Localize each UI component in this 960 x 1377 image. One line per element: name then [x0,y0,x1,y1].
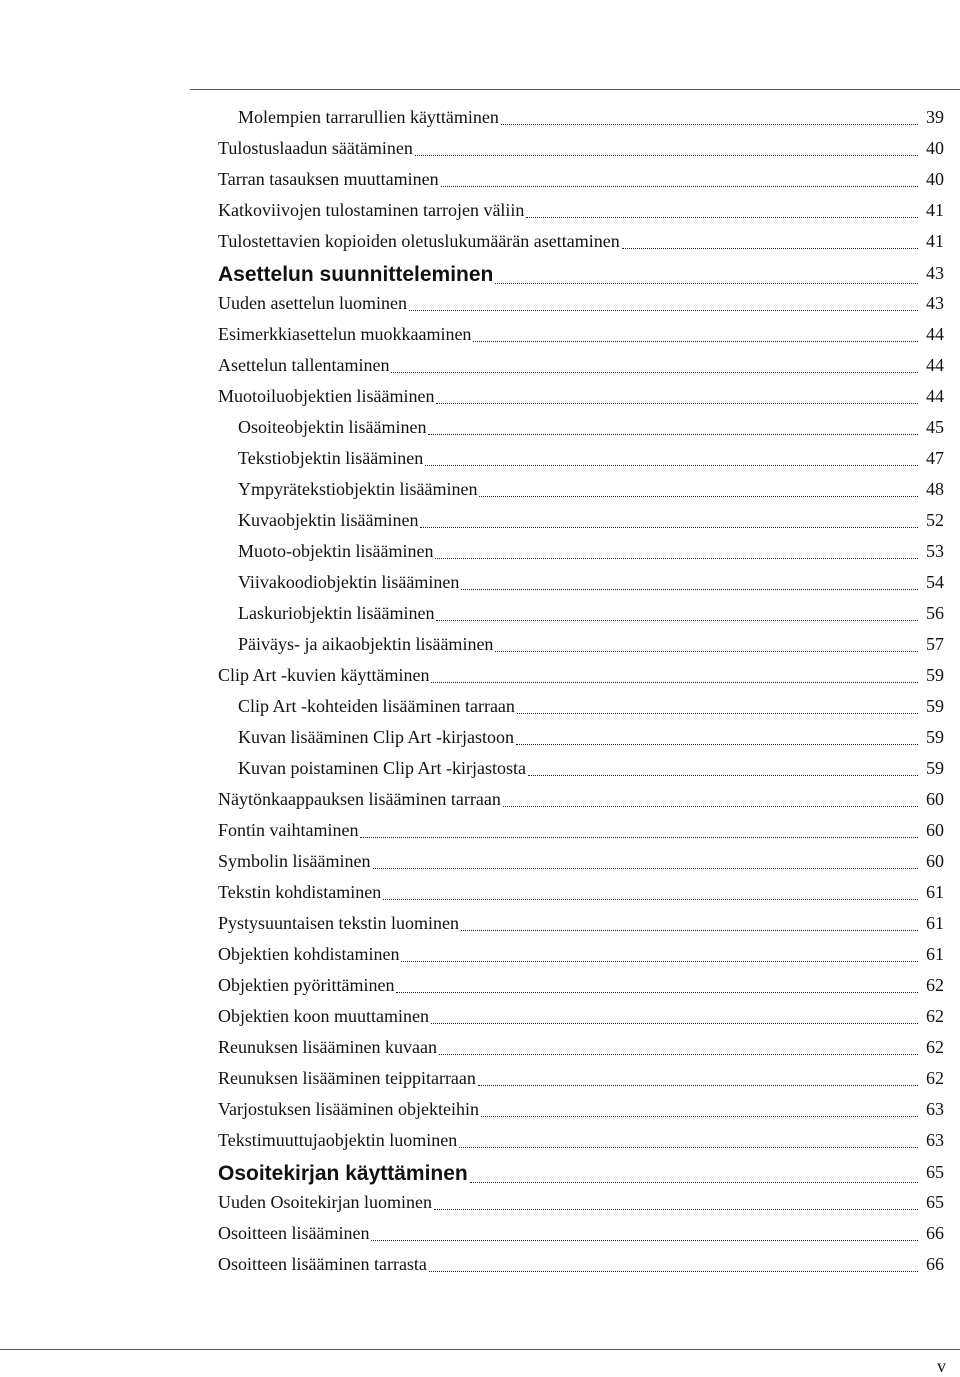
toc-entry-page: 47 [926,448,944,468]
toc-dot-leader [391,372,918,373]
toc-dot-leader [436,403,918,404]
toc-entry-title: Päiväys- ja aikaobjektin lisääminen [238,634,494,654]
toc-entry-title: Esimerkkiasettelun muokkaaminen [218,324,472,344]
toc-entry-page: 61 [926,913,944,933]
toc-entry-title: Uuden asettelun luominen [218,293,407,313]
toc-entry-page: 65 [926,1192,944,1212]
toc-entry[interactable] [0,696,960,726]
toc-entry[interactable] [0,169,960,199]
toc-dot-leader [434,1209,918,1210]
page-number: v [937,1356,946,1376]
toc-dot-leader [431,682,918,683]
toc-dot-leader [425,465,918,466]
toc-dot-leader [459,1147,918,1148]
toc-entry[interactable] [0,138,960,168]
toc-entry[interactable] [0,417,960,447]
toc-dot-leader [516,744,918,745]
toc-entry-title: Reunuksen lisääminen kuvaan [218,1037,437,1057]
toc-dot-leader [435,558,918,559]
toc-dot-leader [436,620,918,621]
toc-entry-page: 63 [926,1099,944,1119]
toc-entry-title: Laskuriobjektin lisääminen [238,603,435,623]
toc-entry-title: Ympyrätekstiobjektin lisääminen [238,479,478,499]
toc-dot-leader [373,868,918,869]
toc-entry-page: 60 [926,820,944,840]
toc-entry[interactable] [0,975,960,1005]
toc-entry[interactable] [0,851,960,881]
toc-entry-title: Tarran tasauksen muuttaminen [218,169,439,189]
toc-entry-page: 44 [926,355,944,375]
toc-dot-leader [428,434,918,435]
toc-entry-page: 59 [926,758,944,778]
toc-entry[interactable] [0,634,960,664]
toc-entry-title: Näytönkaappauksen lisääminen tarraan [218,789,501,809]
toc-dot-leader [396,992,918,993]
toc-entry[interactable] [0,1254,960,1284]
toc-entry-title: Asettelun suunnitteleminen [218,263,494,286]
toc-entry-title: Varjostuksen lisääminen objekteihin [218,1099,479,1119]
toc-dot-leader [431,1023,918,1024]
toc-entry[interactable] [0,603,960,633]
toc-dot-leader [420,527,918,528]
toc-entry-title: Objektien koon muuttaminen [218,1006,429,1026]
toc-dot-leader [481,1116,918,1117]
toc-entry-page: 41 [926,200,944,220]
toc-entry[interactable] [0,1006,960,1036]
toc-entry-title: Tulostuslaadun säätäminen [218,138,413,158]
toc-entry-title: Tekstiobjektin lisääminen [238,448,424,468]
toc-entry[interactable] [0,1037,960,1067]
toc-entry-title: Katkoviivojen tulostaminen tarrojen väliin [218,200,525,220]
toc-entry[interactable] [0,944,960,974]
toc-entry-page: 43 [926,293,944,313]
toc-dot-leader [495,283,918,284]
toc-entry-title: Kuvan poistaminen Clip Art -kirjastosta [238,758,526,778]
toc-entry-title: Objektien kohdistaminen [218,944,400,964]
toc-entry-page: 57 [926,634,944,654]
toc-entry-title: Kuvan lisääminen Clip Art -kirjastoon [238,727,514,747]
toc-entry-title: Tekstin kohdistaminen [218,882,382,902]
toc-entry[interactable] [0,541,960,571]
toc-entry-title: Osoitteen lisääminen tarrasta [218,1254,427,1274]
toc-entry-title: Muotoiluobjektien lisääminen [218,386,435,406]
toc-entry[interactable] [0,882,960,912]
toc-entry-page: 59 [926,665,944,685]
toc-entry-title: Pystysuuntaisen tekstin luominen [218,913,459,933]
toc-entry[interactable] [0,1130,960,1160]
toc-dot-leader [441,186,918,187]
toc-entry-title: Osoiteobjektin lisääminen [238,417,427,437]
toc-entry[interactable] [0,758,960,788]
toc-entry-title: Kuvaobjektin lisääminen [238,510,419,530]
toc-dot-leader [528,775,918,776]
toc-entry-page: 62 [926,1037,944,1057]
toc-entry-title: Reunuksen lisääminen teippitarraan [218,1068,476,1088]
toc-dot-leader [371,1240,918,1241]
toc-entry[interactable] [0,1068,960,1098]
toc-entry-page: 59 [926,696,944,716]
toc-entry[interactable] [0,789,960,819]
toc-entry-page: 52 [926,510,944,530]
toc-entry-page: 40 [926,169,944,189]
toc-entry-page: 44 [926,324,944,344]
header-rule [190,89,960,90]
toc-entry-title: Molempien tarrarullien käyttäminen [238,107,499,127]
toc-entry-page: 43 [926,263,944,283]
toc-entry[interactable] [0,386,960,416]
toc-entry[interactable] [0,231,960,261]
toc-entry[interactable] [0,1192,960,1222]
toc-entry-page: 60 [926,851,944,871]
toc-entry[interactable] [0,572,960,602]
toc-entry-page: 62 [926,1006,944,1026]
toc-entry-page: 61 [926,944,944,964]
toc-dot-leader [478,1085,918,1086]
toc-entry-page: 59 [926,727,944,747]
toc-dot-leader [473,341,918,342]
toc-entry-title: Osoitekirjan käyttäminen [218,1162,468,1185]
toc-entry-page: 56 [926,603,944,623]
toc-entry-page: 62 [926,1068,944,1088]
toc-section-heading[interactable] [0,1162,960,1192]
toc-entry[interactable] [0,665,960,695]
toc-entry[interactable] [0,820,960,850]
toc-entry-page: 54 [926,572,944,592]
toc-entry-title: Osoitteen lisääminen [218,1223,370,1243]
toc-entry-title: Clip Art -kohteiden lisääminen tarraan [238,696,515,716]
toc-dot-leader [429,1271,918,1272]
toc-entry[interactable] [0,913,960,943]
toc-entry-page: 61 [926,882,944,902]
toc-entry-page: 66 [926,1223,944,1243]
toc-dot-leader [383,899,918,900]
toc-dot-leader [401,961,918,962]
toc-entry-page: 60 [926,789,944,809]
toc-entry-page: 40 [926,138,944,158]
toc-dot-leader [622,248,918,249]
toc-entry-page: 41 [926,231,944,251]
toc-dot-leader [526,217,918,218]
toc-dot-leader [501,124,918,125]
toc-entry-title: Clip Art -kuvien käyttäminen [218,665,430,685]
toc-entry[interactable] [0,1099,960,1129]
toc-entry[interactable] [0,200,960,230]
toc-entry[interactable] [0,727,960,757]
toc-dot-leader [479,496,918,497]
toc-entry-title: Uuden Osoitekirjan luominen [218,1192,432,1212]
toc-entry[interactable] [0,1223,960,1253]
toc-entry-page: 65 [926,1162,944,1182]
toc-entry[interactable] [0,107,960,137]
toc-dot-leader [439,1054,918,1055]
toc-dot-leader [470,1182,918,1183]
toc-section-heading[interactable] [0,263,960,293]
toc-entry[interactable] [0,293,960,323]
toc-entry[interactable] [0,448,960,478]
toc-entry[interactable] [0,479,960,509]
toc-entry-page: 63 [926,1130,944,1150]
toc-entry-title: Asettelun tallentaminen [218,355,390,375]
toc-dot-leader [461,930,918,931]
toc-entry-title: Fontin vaihtaminen [218,820,359,840]
toc-entry-page: 45 [926,417,944,437]
toc-entry-title: Tekstimuuttujaobjektin luominen [218,1130,458,1150]
toc-dot-leader [461,589,918,590]
toc-dot-leader [495,651,918,652]
toc-entry-page: 44 [926,386,944,406]
toc-entry-title: Tulostettavien kopioiden oletuslukumäärän asettaminen [218,231,620,251]
toc-entry-title: Viivakoodiobjektin lisääminen [238,572,460,592]
toc-entry[interactable] [0,510,960,540]
toc-dot-leader [503,806,918,807]
toc-entry-title: Symbolin lisääminen [218,851,371,871]
toc-dot-leader [517,713,918,714]
toc-entry-page: 48 [926,479,944,499]
toc-dot-leader [415,155,918,156]
footer-rule [0,1349,960,1350]
toc-entry-page: 62 [926,975,944,995]
toc-entry-page: 66 [926,1254,944,1274]
toc-entry-title: Muoto-objektin lisääminen [238,541,434,561]
toc-entry-title: Objektien pyörittäminen [218,975,395,995]
toc-dot-leader [360,837,918,838]
toc-entry-page: 53 [926,541,944,561]
toc-entry-page: 39 [926,107,944,127]
toc-entry[interactable] [0,355,960,385]
toc-entry[interactable] [0,324,960,354]
toc-dot-leader [409,310,918,311]
